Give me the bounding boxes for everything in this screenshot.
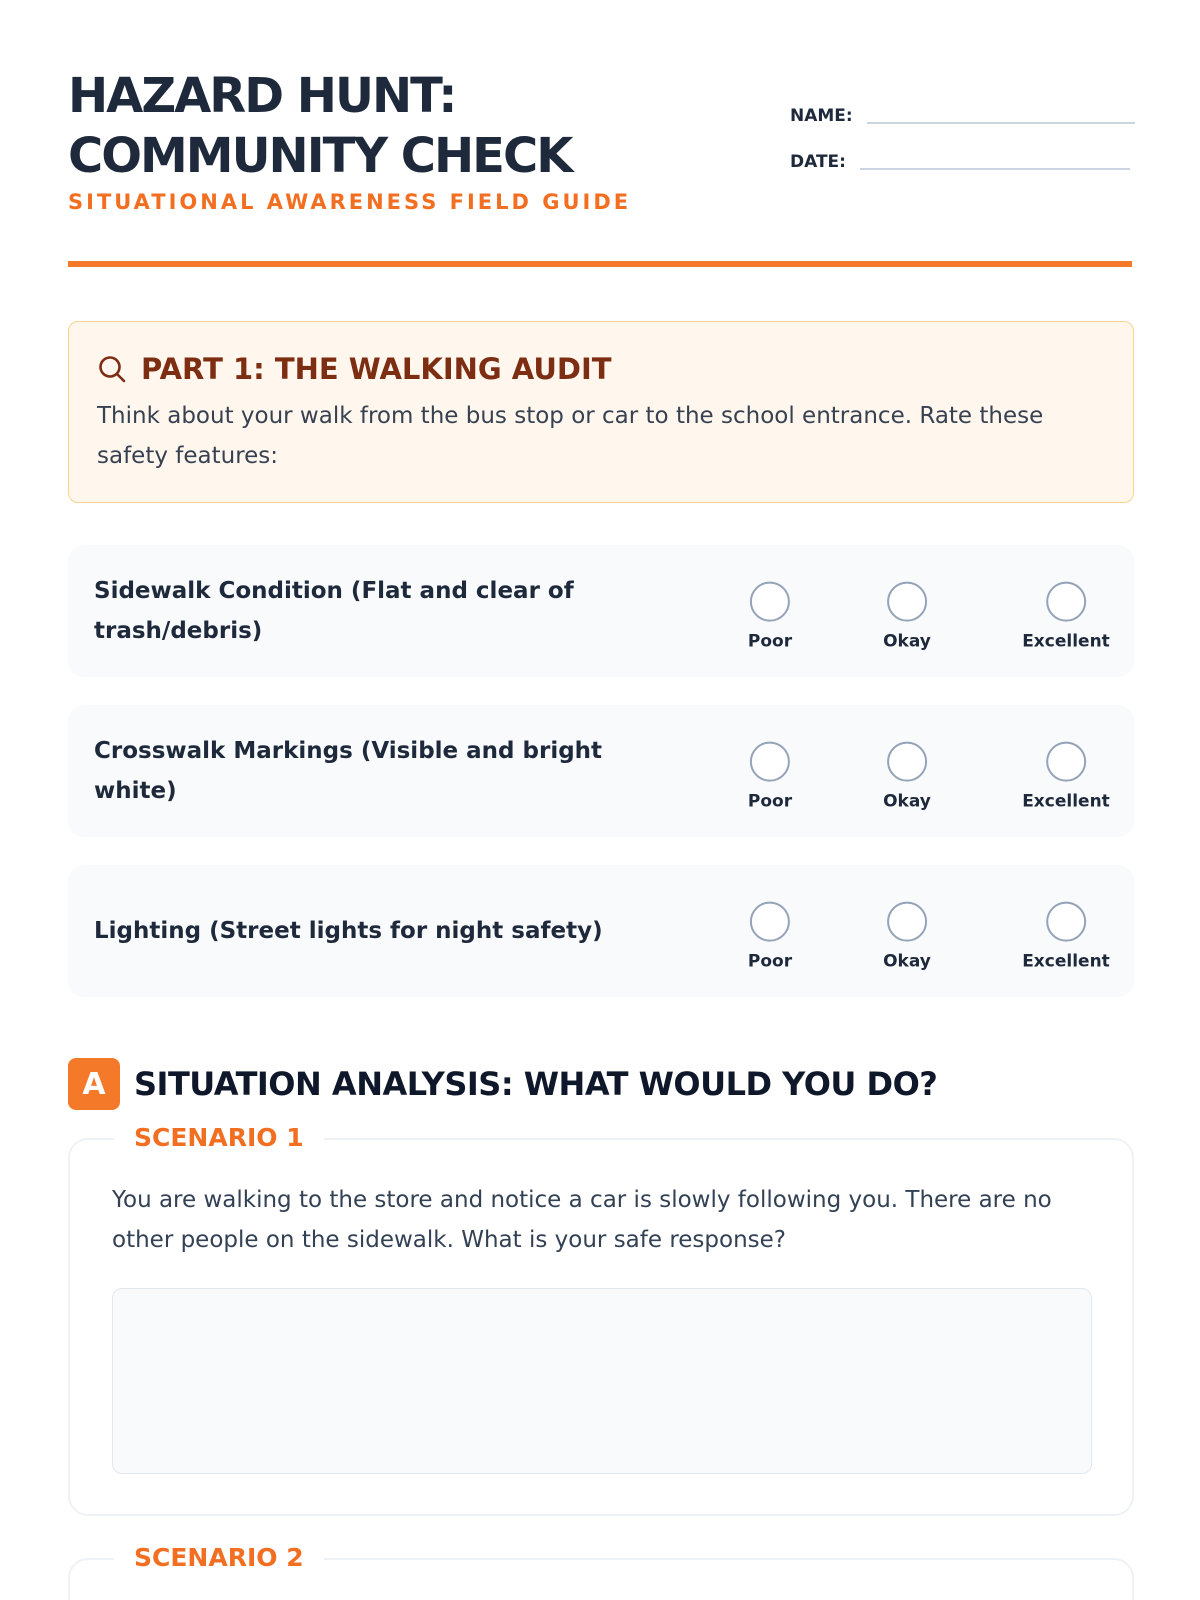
scenario-prompt: You are walking to the store and notice a car is slowly following you. There are no other people on the sidewalk. What is your safe response? bbox=[112, 1187, 1052, 1253]
option-label: Excellent bbox=[1022, 951, 1110, 972]
date-input-line[interactable] bbox=[860, 168, 1130, 170]
scenario-legend: SCENARIO 2 bbox=[114, 1542, 324, 1574]
scenario-card-2 bbox=[68, 1543, 1134, 1600]
rating-label: Sidewalk Condition (Flat and clear of trash/debris) bbox=[94, 578, 574, 644]
part1-title: PART 1: THE WALKING AUDIT bbox=[141, 352, 612, 386]
option-label: Okay bbox=[883, 631, 931, 652]
page-subtitle: SITUATIONAL AWARENESS FIELD GUIDE bbox=[68, 190, 632, 214]
part1-instructions: Think about your walk from the bus stop or car to the school entrance. Rate these safety features: bbox=[97, 403, 1044, 469]
radio-button[interactable] bbox=[887, 902, 927, 942]
part1-callout bbox=[68, 321, 1134, 503]
rating-option-excellent[interactable] bbox=[1022, 582, 1110, 652]
section-badge: A bbox=[68, 1058, 120, 1110]
option-label: Poor bbox=[747, 791, 793, 812]
rating-option-excellent[interactable] bbox=[1022, 742, 1110, 812]
rating-option-poor[interactable] bbox=[748, 582, 792, 652]
section-a-header bbox=[68, 1058, 937, 1110]
date-field[interactable] bbox=[790, 152, 1130, 172]
option-label: Okay bbox=[883, 951, 931, 972]
option-label: Okay bbox=[883, 791, 931, 812]
radio-button[interactable] bbox=[1046, 742, 1086, 782]
part1-title-row bbox=[97, 352, 1105, 386]
scenario-answer-box[interactable] bbox=[112, 1288, 1092, 1474]
rating-option-okay[interactable] bbox=[883, 902, 931, 972]
option-label: Excellent bbox=[1022, 791, 1110, 812]
rating-option-poor[interactable] bbox=[748, 902, 792, 972]
scenario-card-1 bbox=[68, 1123, 1134, 1516]
header-divider bbox=[68, 261, 1132, 267]
rating-label: Crosswalk Markings (Visible and bright white) bbox=[94, 738, 603, 804]
rating-option-excellent[interactable] bbox=[1022, 902, 1110, 972]
worksheet-header bbox=[68, 0, 1132, 268]
search-icon bbox=[97, 354, 127, 384]
rating-row-sidewalk bbox=[68, 545, 1134, 677]
date-label: DATE: bbox=[790, 152, 846, 172]
rating-options bbox=[678, 545, 1110, 677]
name-input-line[interactable] bbox=[867, 122, 1135, 124]
rating-option-poor[interactable] bbox=[748, 742, 792, 812]
option-label: Excellent bbox=[1022, 631, 1110, 652]
page-title: HAZARD HUNT: COMMUNITY CHECK bbox=[68, 68, 572, 184]
name-field[interactable] bbox=[790, 106, 1135, 126]
rating-row-lighting bbox=[68, 865, 1134, 997]
radio-button[interactable] bbox=[887, 742, 927, 782]
option-label: Poor bbox=[747, 631, 793, 652]
option-label: Poor bbox=[747, 951, 793, 972]
rating-options bbox=[678, 705, 1110, 837]
rating-row-crosswalk bbox=[68, 705, 1134, 837]
section-title: SITUATION ANALYSIS: WHAT WOULD YOU DO? bbox=[134, 1065, 938, 1103]
rating-option-okay[interactable] bbox=[883, 742, 931, 812]
radio-button[interactable] bbox=[750, 902, 790, 942]
rating-option-okay[interactable] bbox=[883, 582, 931, 652]
radio-button[interactable] bbox=[1046, 582, 1086, 622]
scenario-legend: SCENARIO 1 bbox=[114, 1122, 324, 1154]
name-label: NAME: bbox=[790, 106, 853, 126]
radio-button[interactable] bbox=[887, 582, 927, 622]
radio-button[interactable] bbox=[750, 742, 790, 782]
rating-options bbox=[678, 865, 1110, 997]
radio-button[interactable] bbox=[750, 582, 790, 622]
rating-label: Lighting (Street lights for night safety) bbox=[94, 918, 603, 944]
radio-button[interactable] bbox=[1046, 902, 1086, 942]
